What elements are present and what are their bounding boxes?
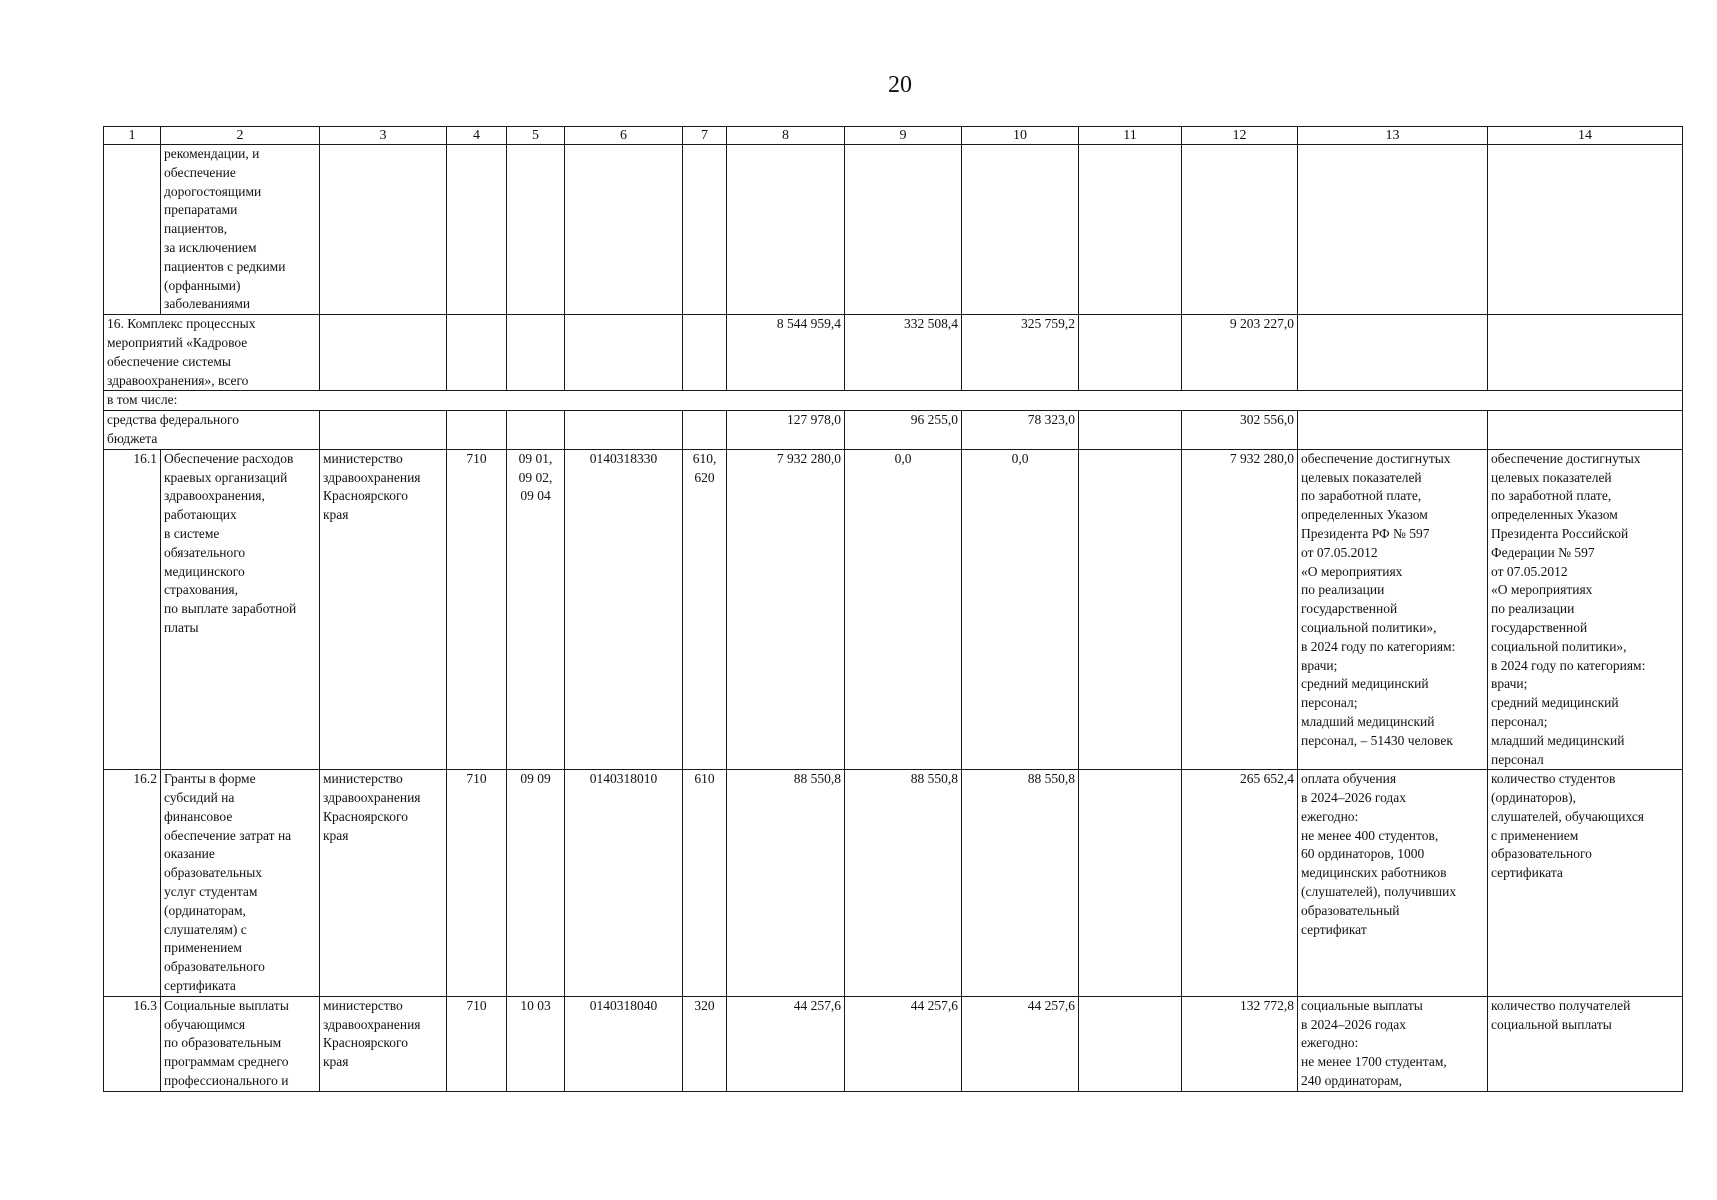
table-row-16-1	[104, 449, 1683, 770]
indicator: количество получателей социальной выплаты	[1488, 996, 1683, 1091]
cell-empty	[962, 145, 1079, 315]
amount-2025: 88 550,8	[845, 770, 962, 997]
grbs-code: 710	[447, 996, 507, 1091]
cell-empty	[1488, 315, 1683, 391]
measure-name: Обеспечение расходов краевых организаций здравоохранения, работающих в системе обязательного медицинского страхования, по выплате заработной платы	[161, 449, 320, 770]
vr-code: 610	[683, 770, 727, 997]
cell-empty	[507, 315, 565, 391]
row-number: 16.2	[104, 770, 161, 997]
complex-total: 9 203 227,0	[1182, 315, 1298, 391]
column-header-5: 5	[507, 127, 565, 145]
rzpr-code: 10 03	[507, 996, 565, 1091]
table-row-16-2	[104, 770, 1683, 997]
column-header-11: 11	[1079, 127, 1182, 145]
column-header-2: 2	[161, 127, 320, 145]
table-row-16-3	[104, 996, 1683, 1091]
executor: министерство здравоохранения Красноярского края	[320, 770, 447, 997]
expected-result: обеспечение достигнутых целевых показателей по заработной плате, определенных Указом Президента РФ № 597 от 07.05.2012 «О мероприятиях по реализации государственной социальной политики», в 2024 году по категориям: врачи; средний медицинский персонал; младший медицинский персонал, – 51430 человек	[1298, 449, 1488, 770]
column-header-12: 12	[1182, 127, 1298, 145]
table-row-federal-budget	[104, 411, 1683, 450]
column-11	[1079, 996, 1182, 1091]
csr-code: 0140318010	[565, 770, 683, 997]
executor: министерство здравоохранения Красноярского края	[320, 449, 447, 770]
cell-empty	[447, 145, 507, 315]
expected-result: социальные выплаты в 2024–2026 годах ежегодно: не менее 1700 студентам, 240 ординаторам,	[1298, 996, 1488, 1091]
federal-2025: 96 255,0	[845, 411, 962, 450]
cell-empty	[683, 145, 727, 315]
cell-empty	[565, 315, 683, 391]
column-header-7: 7	[683, 127, 727, 145]
row-number: 16.1	[104, 449, 161, 770]
complex-2026: 325 759,2	[962, 315, 1079, 391]
grbs-code: 710	[447, 770, 507, 997]
cell-empty	[320, 145, 447, 315]
amount-2024: 88 550,8	[727, 770, 845, 997]
cell-empty	[845, 145, 962, 315]
table-row-continuation	[104, 145, 1683, 315]
cell-empty	[1079, 145, 1182, 315]
amount-total: 132 772,8	[1182, 996, 1298, 1091]
measure-name: Социальные выплаты обучающимся по образовательным программам среднего профессионального и	[161, 996, 320, 1091]
cell-empty	[1298, 411, 1488, 450]
cell-empty	[320, 411, 447, 450]
cell-empty	[727, 145, 845, 315]
including-label: в том числе:	[104, 391, 1683, 411]
rzpr-code: 09 01, 09 02, 09 04	[507, 449, 565, 770]
executor: министерство здравоохранения Красноярского края	[320, 996, 447, 1091]
cell-num	[104, 145, 161, 315]
column-header-4: 4	[447, 127, 507, 145]
expected-result: оплата обучения в 2024–2026 годах ежегодно: не менее 400 студентов, 60 ординаторов, 1000 медицинских работников (слушателей), получивших образовательный сертификат	[1298, 770, 1488, 997]
cell-empty	[1488, 145, 1683, 315]
cell-empty	[447, 315, 507, 391]
column-header-8: 8	[727, 127, 845, 145]
cell-empty	[1488, 411, 1683, 450]
measure-name: Гранты в форме субсидий на финансовое обеспечение затрат на оказание образовательных услуг студентам (ординаторам, слушателям) с применением образовательного сертификата	[161, 770, 320, 997]
rzpr-code: 09 09	[507, 770, 565, 997]
federal-label: средства федерального бюджета	[104, 411, 320, 450]
amount-2026: 88 550,8	[962, 770, 1079, 997]
amount-2025: 0,0	[845, 449, 962, 770]
federal-2024: 127 978,0	[727, 411, 845, 450]
federal-2026: 78 323,0	[962, 411, 1079, 450]
column-header-13: 13	[1298, 127, 1488, 145]
cell-empty	[507, 145, 565, 315]
continuation-text: рекомендации, и обеспечение дорогостоящими препаратами пациентов, за исключением пациентов с редкими (орфанными) заболеваниями	[161, 145, 320, 315]
grbs-code: 710	[447, 449, 507, 770]
vr-code: 610, 620	[683, 449, 727, 770]
vr-code: 320	[683, 996, 727, 1091]
table-row-including	[104, 391, 1683, 411]
cell-empty	[1079, 315, 1182, 391]
column-header-1: 1	[104, 127, 161, 145]
cell-empty	[447, 411, 507, 450]
cell-empty	[1182, 145, 1298, 315]
column-number-header	[104, 127, 1683, 145]
amount-2024: 44 257,6	[727, 996, 845, 1091]
amount-2025: 44 257,6	[845, 996, 962, 1091]
cell-empty	[683, 315, 727, 391]
federal-total: 302 556,0	[1182, 411, 1298, 450]
row-number: 16.3	[104, 996, 161, 1091]
csr-code: 0140318330	[565, 449, 683, 770]
column-header-10: 10	[962, 127, 1079, 145]
indicator: количество студентов (ординаторов), слушателей, обучающихся с применением образовательного сертификата	[1488, 770, 1683, 997]
complex-title: 16. Комплекс процессных мероприятий «Кадровое обеспечение системы здравоохранения», всего	[104, 315, 320, 391]
page-number: 20	[888, 72, 912, 98]
column-11	[1079, 770, 1182, 997]
cell-empty	[1079, 411, 1182, 450]
column-11	[1079, 449, 1182, 770]
amount-total: 265 652,4	[1182, 770, 1298, 997]
indicator: обеспечение достигнутых целевых показателей по заработной плате, определенных Указом Президента Российской Федерации № 597 от 07.05.2012 «О мероприятиях по реализации государственной социальной политики», в 2024 году по категориям: врачи; средний медицинский персонал; младший медицинский персонал	[1488, 449, 1683, 770]
amount-2026: 0,0	[962, 449, 1079, 770]
cell-empty	[1298, 315, 1488, 391]
complex-2025: 332 508,4	[845, 315, 962, 391]
cell-empty	[1298, 145, 1488, 315]
program-table	[103, 126, 1683, 1092]
csr-code: 0140318040	[565, 996, 683, 1091]
amount-total: 7 932 280,0	[1182, 449, 1298, 770]
complex-2024: 8 544 959,4	[727, 315, 845, 391]
table-row-complex-total	[104, 315, 1683, 391]
cell-empty	[565, 145, 683, 315]
column-header-14: 14	[1488, 127, 1683, 145]
amount-2024: 7 932 280,0	[727, 449, 845, 770]
amount-2026: 44 257,6	[962, 996, 1079, 1091]
cell-empty	[507, 411, 565, 450]
cell-empty	[320, 315, 447, 391]
cell-empty	[565, 411, 683, 450]
column-header-3: 3	[320, 127, 447, 145]
column-header-9: 9	[845, 127, 962, 145]
column-header-6: 6	[565, 127, 683, 145]
cell-empty	[683, 411, 727, 450]
